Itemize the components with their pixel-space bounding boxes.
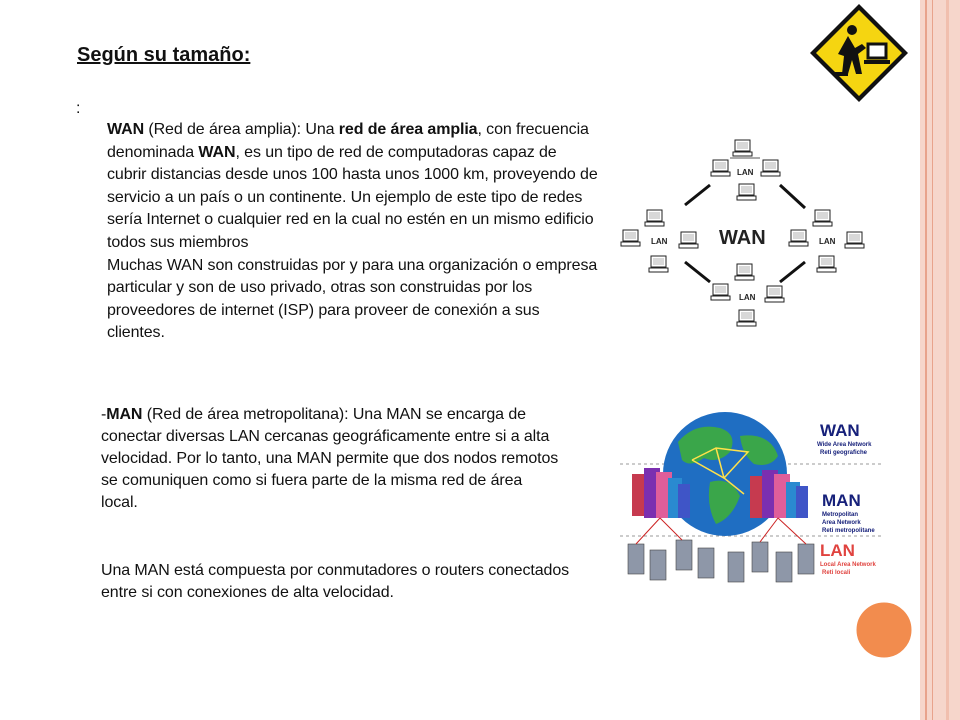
wan-description <box>107 119 599 345</box>
man-term: MAN <box>106 406 143 423</box>
lan-cluster-right <box>789 210 864 272</box>
wan-term: WAN <box>107 121 145 138</box>
fig-man-title: MAN <box>822 491 861 510</box>
wan-bold-abbr: WAN <box>198 143 236 161</box>
lan-label-top: LAN <box>737 168 754 177</box>
right-stripe-line-2 <box>932 0 933 720</box>
construction-sign-icon <box>808 2 910 104</box>
fig-lan-sub2: Reti locali <box>822 570 851 576</box>
man-description <box>101 404 561 514</box>
accent-circle <box>855 601 915 661</box>
wan-link-sw <box>685 262 710 282</box>
right-stripe-line-1 <box>925 0 927 720</box>
fig-man-sub2: Area Network <box>822 520 861 526</box>
wan-bold-term: red de área amplia <box>338 121 478 138</box>
man-dash: - <box>101 406 107 423</box>
lan-cluster-bottom <box>711 264 784 326</box>
page-title: Según su tamaño: <box>77 44 251 66</box>
fig-lan-sub1: Local Area Network <box>820 562 876 568</box>
wan-diagram <box>615 130 875 340</box>
buildings-right-icon <box>750 470 808 518</box>
wan-after-bold: , con frecuencia denominada <box>107 121 589 161</box>
lan-servers-icon <box>628 540 814 582</box>
wan-rest: , es un tipo de red de computadoras capaz de cubrir distancias desde unos 100 hasta unos 1000 km, proveyendo de servicio a un país o un continente. Un ejemplo de este tipo de redes sería Internet o cualquier red en la cual no estén en un mismo edificio todos sus miembros <box>107 143 598 251</box>
lan-label-left: LAN <box>651 237 668 246</box>
wan-link-ne <box>780 185 805 208</box>
wan-center-label: WAN <box>719 227 766 249</box>
fig-man-sub3: Reti metropolitane <box>822 528 875 534</box>
fig-man-sub1: Metropolitan <box>822 512 858 518</box>
fig-wan-title: WAN <box>820 421 860 440</box>
lan-cluster-top <box>711 140 780 200</box>
fig-lan-title: LAN <box>820 541 855 560</box>
wan-link-nw <box>685 185 710 205</box>
right-stripe-line-3 <box>946 0 949 720</box>
fig-wan-sub1: Wide Area Network <box>817 442 872 448</box>
lan-label-bottom: LAN <box>739 293 756 302</box>
wan-open: (Red de área amplia): Una <box>144 121 339 138</box>
lan-label-right: LAN <box>819 237 836 246</box>
wan-link-se <box>780 262 805 282</box>
wan-second: Muchas WAN son construidas por y para una organización o empresa particular y son de uso privado, otras son construidas por los proveedores de internet (ISP) para proveer de conexión a sus clientes. <box>107 256 598 342</box>
network-levels-figure <box>620 412 892 602</box>
colon-mark: : <box>76 100 81 117</box>
man-rest: (Red de área metropolitana): Una MAN se encarga de conectar diversas LAN cercanas geográficamente entre si a alta velocidad. Por lo tanto, una MAN permite que dos nodos remotos se comuniquen como si fuera parte de la misma red de área local. <box>101 406 559 511</box>
fig-wan-sub2: Reti geografiche <box>820 450 868 456</box>
man-second-paragraph: Una MAN está compuesta por conmutadores o routers conectados entre si con conexiones de alta velocidad. <box>101 562 570 601</box>
